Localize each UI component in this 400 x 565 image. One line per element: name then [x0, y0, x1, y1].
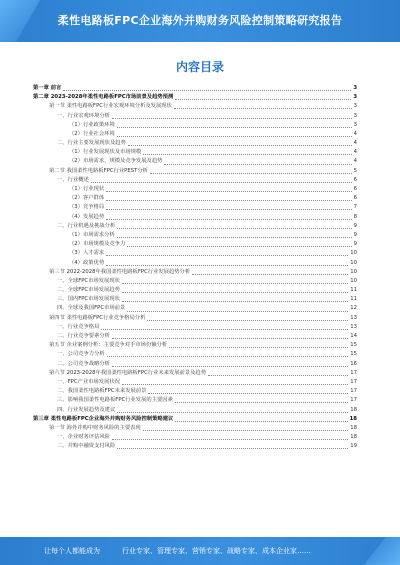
toc-entry-title: 三、国内FPC市场发展现状 [57, 296, 120, 303]
toc-entry-page: 9 [353, 231, 357, 238]
toc-entry-page: 11 [350, 287, 357, 294]
toc-entry-title: 一、行业竞争格局 [57, 323, 100, 330]
toc-entry-page: 3 [353, 103, 357, 110]
toc-entry-title: （4）政策优势 [69, 259, 105, 266]
toc-entry-title: （2）客户群体 [69, 195, 105, 202]
toc-entry-page: 6 [353, 176, 357, 183]
toc-leader-dots [169, 346, 348, 348]
toc-entry-title: （1）行业发展现状及市场规模 [69, 149, 142, 156]
toc-entry-page: 11 [350, 296, 357, 303]
toc-entry-page: 4 [353, 140, 357, 147]
toc-leader-dots [127, 245, 351, 247]
toc-entry[interactable] [33, 332, 357, 341]
toc-entry[interactable] [33, 203, 357, 212]
toc-entry-title: 一、FPC产业市场发展状况 [57, 378, 120, 385]
toc-leader-dots [150, 172, 352, 174]
toc-entry-title: 第六节 2023-2028年我国柔性电路板FPC行业未来发展前景及趋势 [49, 369, 207, 376]
toc-entry[interactable] [33, 158, 357, 167]
toc-entry-page: 7 [353, 204, 357, 211]
toc-leader-dots [107, 355, 349, 357]
toc-entry-title: 一、公司竞争力分析 [57, 351, 105, 358]
toc-entry-page: 5 [353, 167, 357, 174]
toc-entry-title: 一、行业宏观环境分析 [57, 112, 110, 119]
toc-leader-dots [106, 190, 351, 192]
toc-entry[interactable] [33, 314, 357, 323]
toc-entry-title: （2）行业社会环境 [69, 130, 115, 137]
toc-heading: 内容目录 [175, 60, 224, 74]
toc-entry-title: （2）市场规模及竞争力 [69, 241, 126, 248]
toc-entry[interactable] [33, 93, 357, 102]
toc-entry[interactable] [33, 112, 357, 121]
toc-leader-dots [147, 319, 348, 321]
toc-leader-dots [112, 365, 348, 367]
toc-entry-title: 第一节 柔性电路板FPC行业宏观环境分析及发展现状 [49, 103, 172, 110]
toc-entry[interactable] [33, 406, 357, 415]
toc-leader-dots [143, 429, 349, 431]
toc-entry[interactable] [33, 194, 357, 203]
toc-entry[interactable] [33, 121, 357, 130]
toc-entry-page: 6 [353, 195, 357, 202]
toc-entry-title: 四、全球及我国FPC市场前景 [57, 305, 126, 312]
toc-entry-title: （1）行业政策环境 [69, 121, 115, 128]
toc-leader-dots [122, 291, 348, 293]
toc-entry-page: 18 [350, 406, 357, 413]
toc-leader-dots [91, 181, 352, 183]
toc-entry-title: 第五节 企业案例分析：主要竞争对手市场份额分析 [49, 342, 168, 349]
toc-entry-page: 17 [350, 388, 357, 395]
toc-entry[interactable] [33, 350, 357, 359]
toc-leader-dots [106, 264, 348, 266]
toc-leader-dots [101, 328, 348, 330]
toc-leader-dots [143, 153, 351, 155]
toc-leader-dots [175, 98, 351, 100]
toc-leader-dots [117, 236, 352, 238]
header-banner [0, 0, 400, 42]
toc-entry-page: 18 [350, 434, 357, 441]
toc-entry-title: 四、行业发展趋势及建议 [57, 406, 116, 413]
toc-entry[interactable] [33, 286, 357, 295]
footer-slogan: 让每个人都能成为 [44, 547, 100, 555]
toc-entry-title: 二、行业主要发展现状及趋势 [57, 140, 126, 147]
toc-leader-dots [122, 282, 348, 284]
toc-leader-dots [112, 117, 352, 119]
toc-entry-title: 二、并购中融资支付风险 [57, 443, 116, 450]
toc-entry-title: 第二章 2023-2028年柔性电路板FPC市场前景及趋势预测 [33, 94, 174, 101]
toc-entry-title: （4）发展趋势 [69, 213, 105, 220]
toc-entry-page: 4 [353, 130, 357, 137]
toc-leader-dots [117, 227, 351, 229]
table-of-contents [33, 84, 357, 452]
toc-entry[interactable] [33, 424, 357, 433]
toc-leader-dots [106, 254, 348, 256]
toc-entry[interactable] [33, 378, 357, 387]
toc-leader-dots [192, 273, 348, 275]
toc-entry[interactable] [33, 268, 357, 277]
toc-entry-title: （3）竞争格局 [69, 204, 105, 211]
footer-tagline: 行业专家、管理专家、营销专家、战略专家、成本企业家…… [122, 547, 311, 555]
toc-entry-page: 4 [353, 149, 357, 156]
toc-entry-page: 13 [350, 314, 357, 321]
toc-entry-page: 10 [350, 259, 357, 266]
toc-entry[interactable] [33, 148, 357, 157]
toc-leader-dots [122, 300, 348, 302]
toc-entry-page: 3 [353, 112, 357, 119]
toc-leader-dots [117, 126, 352, 128]
toc-entry[interactable] [33, 295, 357, 304]
toc-entry-title: 第三节 2022-2028年我国柔性电路板FPC行业发展趋势分析 [49, 268, 191, 275]
toc-leader-dots [208, 374, 348, 376]
toc-leader-dots [175, 401, 348, 403]
toc-leader-dots [164, 163, 351, 165]
toc-entry-page: 4 [353, 158, 357, 165]
toc-entry-page: 17 [350, 397, 357, 404]
toc-entry[interactable] [33, 231, 357, 240]
toc-entry[interactable] [33, 369, 357, 378]
toc-leader-dots [174, 107, 352, 109]
toc-entry-title: 一、行业概述 [57, 176, 89, 183]
toc-entry[interactable] [33, 360, 357, 369]
toc-entry-page: 12 [350, 305, 357, 312]
toc-entry-page: 10 [350, 277, 357, 284]
toc-leader-dots [122, 383, 348, 385]
toc-entry-title: 第三章 柔性电路板FPC企业海外并购财务风险控制策略建议 [33, 415, 174, 422]
toc-entry[interactable] [33, 396, 357, 405]
toc-entry[interactable] [33, 249, 357, 258]
toc-leader-dots [128, 144, 352, 146]
toc-entry[interactable] [33, 130, 357, 139]
toc-leader-dots [63, 89, 351, 91]
toc-entry-title: 一、企业财务评估风险 [57, 434, 110, 441]
toc-entry-page: 18 [349, 415, 357, 422]
toc-entry-title: 第四节 柔性电路板FPC行业竞争格局分析 [49, 314, 146, 321]
toc-entry-page: 10 [350, 268, 357, 275]
toc-entry-page: 19 [350, 443, 357, 450]
toc-entry-page: 3 [353, 84, 357, 91]
toc-entry[interactable] [33, 176, 357, 185]
toc-entry-page: 18 [350, 424, 357, 431]
toc-entry-title: 第一节 海外并购中财务风险的主要表现 [49, 424, 141, 431]
toc-entry-page: 6 [353, 186, 357, 193]
toc-entry-page: 9 [353, 222, 357, 229]
toc-entry-page: 10 [350, 250, 357, 257]
toc-leader-dots [117, 411, 348, 413]
toc-leader-dots [106, 199, 351, 201]
toc-entry-title: 二、行业机遇及挑战分析 [57, 222, 116, 229]
toc-entry[interactable] [33, 323, 357, 332]
toc-entry[interactable] [33, 442, 357, 451]
toc-leader-dots [148, 392, 348, 394]
toc-entry-page: 17 [350, 378, 357, 385]
toc-entry-title: （1）市场需求分析 [69, 231, 115, 238]
toc-entry-page: 15 [350, 351, 357, 358]
toc-entry-title: 二、行业竞争要素分析 [57, 333, 110, 340]
toc-entry[interactable] [33, 139, 357, 148]
toc-leader-dots [106, 218, 351, 220]
toc-entry-page: 9 [353, 241, 357, 248]
toc-entry-page: 14 [350, 333, 357, 340]
toc-leader-dots [112, 337, 348, 339]
toc-entry-title: 二、我国柔性电路板FPC未来发展前景 [57, 388, 147, 395]
toc-leader-dots [175, 420, 347, 422]
toc-entry[interactable] [33, 277, 357, 286]
toc-entry-page: 15 [350, 342, 357, 349]
toc-entry-title: （3）人才需求 [69, 250, 105, 257]
footer-banner [0, 537, 400, 565]
toc-entry-page: 13 [350, 323, 357, 330]
toc-entry-page: 3 [353, 94, 357, 101]
toc-entry[interactable] [33, 84, 357, 93]
toc-entry-page: 8 [353, 213, 357, 220]
toc-entry[interactable] [33, 387, 357, 396]
toc-entry[interactable] [33, 167, 357, 176]
toc-entry[interactable] [33, 415, 357, 424]
toc-leader-dots [117, 447, 348, 449]
toc-entry[interactable] [33, 185, 357, 194]
toc-entry[interactable] [33, 213, 357, 222]
toc-entry-title: （1）行业现状 [69, 186, 105, 193]
report-title: 柔性电路板FPC企业海外并购财务风险控制策略研究报告 [57, 14, 343, 27]
toc-entry-page: 3 [353, 121, 357, 128]
toc-entry-title: （2）市场需求、规模及竞争发展及趋势 [69, 158, 163, 165]
toc-entry[interactable] [33, 433, 357, 442]
toc-entry[interactable] [33, 259, 357, 268]
toc-entry[interactable] [33, 305, 357, 314]
toc-entry[interactable] [33, 102, 357, 111]
toc-entry[interactable] [33, 341, 357, 350]
toc-entry-title: 三、影响我国柔性电路板FPC行业发展的主要因素 [57, 397, 173, 404]
toc-entry-page: 17 [350, 369, 357, 376]
toc-leader-dots [112, 438, 348, 440]
toc-leader-dots [127, 310, 348, 312]
toc-entry-page: 16 [350, 360, 357, 367]
toc-entry-title: 第一章 前言 [33, 84, 62, 91]
toc-entry[interactable] [33, 222, 357, 231]
toc-entry-title: 一、全球FPC市场发展现状 [57, 277, 120, 284]
toc-leader-dots [117, 135, 352, 137]
toc-leader-dots [106, 208, 351, 210]
toc-entry[interactable] [33, 240, 357, 249]
toc-entry-title: 第二节 我国柔性电路板FPC行业PEST分析 [49, 167, 148, 174]
toc-entry-title: 二、全球FPC市场发展趋势 [57, 287, 120, 294]
toc-entry-title: 二、公司竞争战略分析 [57, 360, 110, 367]
